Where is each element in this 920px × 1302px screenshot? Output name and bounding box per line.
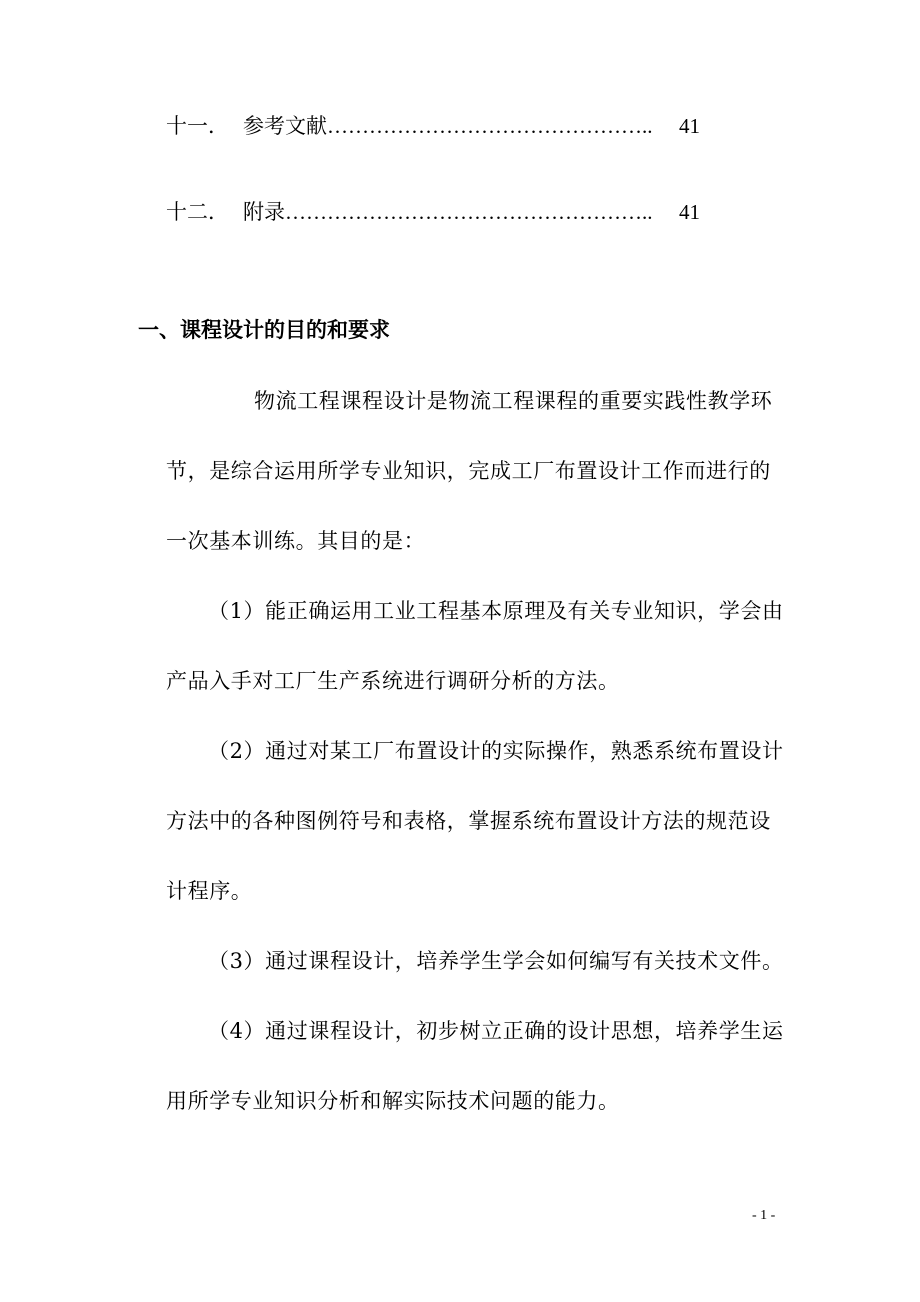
toc-entry-number: 十二． bbox=[166, 200, 229, 224]
paragraph-line: （1）能正确运用工业工程基本原理及有关专业知识，学会由 bbox=[208, 599, 784, 623]
objective-item-1 bbox=[166, 576, 791, 716]
toc-entry-page: 41 bbox=[679, 114, 700, 138]
toc-entry-appendix bbox=[166, 198, 653, 226]
paragraph-line: 物流工程课程设计是物流工程课程的重要实践性教学环 bbox=[254, 389, 773, 413]
paragraph-line: 用所学专业知识分析和解实际技术问题的能力。 bbox=[166, 1089, 620, 1113]
objective-item-4 bbox=[166, 996, 791, 1136]
paragraph-line: 产品入手对工厂生产系统进行调研分析的方法。 bbox=[166, 669, 620, 693]
paragraph-line: （2）通过对某工厂布置设计的实际操作，熟悉系统布置设计 bbox=[208, 739, 784, 763]
paragraph-line: 节，是综合运用所学专业知识，完成工厂布置设计工作而进行的 bbox=[166, 459, 771, 483]
section-heading: 一、课程设计的目的和要求 bbox=[138, 318, 390, 342]
toc-entry-page: 41 bbox=[679, 200, 700, 224]
toc-leader-dots: ……………………………………….. bbox=[327, 114, 653, 138]
toc-entry-references bbox=[166, 112, 653, 140]
toc-entry-number: 十一． bbox=[166, 114, 229, 138]
paragraph-line: 计程序。 bbox=[166, 879, 253, 903]
paragraph-line: （3）通过课程设计，培养学生学会如何编写有关技术文件。 bbox=[208, 949, 784, 973]
paragraph-line: 方法中的各种图例符号和表格，掌握系统布置设计方法的规范设 bbox=[166, 809, 771, 833]
objective-item-3 bbox=[166, 926, 791, 996]
toc-leader-dots: …………………………………………….. bbox=[285, 200, 653, 224]
page-number: - 1 - bbox=[752, 1208, 776, 1223]
toc-entry-title: 附录 bbox=[243, 200, 285, 224]
paragraph-line: 一次基本训练。其目的是： bbox=[166, 529, 426, 553]
objective-item-2 bbox=[166, 716, 791, 926]
paragraph-line: （4）通过课程设计，初步树立正确的设计思想，培养学生运 bbox=[208, 1019, 784, 1043]
intro-paragraph bbox=[166, 366, 791, 576]
toc-entry-title: 参考文献 bbox=[243, 114, 327, 138]
